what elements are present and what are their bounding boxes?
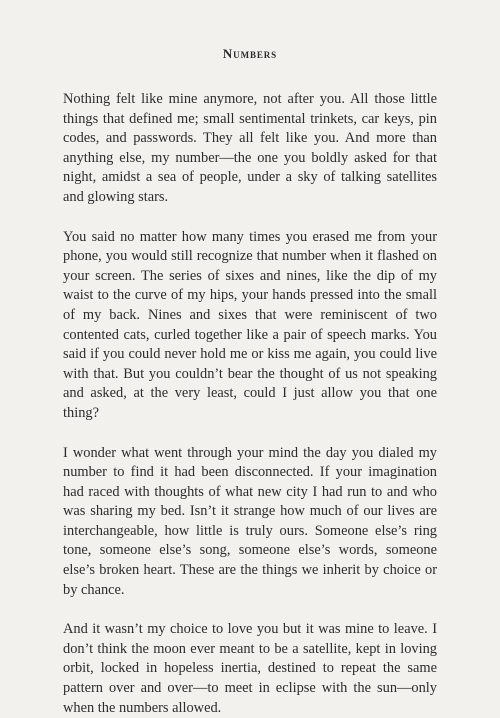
body-text (63, 90, 437, 718)
paragraph-4: And it wasn’t my choice to love you but it was mine to leave. I don’t think the moon ever meant to be a satellite, kept in loving orbit, locked in hopeless inertia, destined to repeat the same pattern over and over—to meet in eclipse with the sun—only when the numbers allowed. (63, 621, 437, 716)
paragraph-2: You said no matter how many times you erased me from your phone, you would still recognize that number when it flashed on your screen. The series of sixes and nines, like the dip of my waist to the curve of my hips, your hands pressed into the small of my back. Nines and sixes that were reminiscent of two contented cats, curled together like a pair of speech marks. You said if you could never hold me or kiss me again, you could live with that. But you couldn’t bear the thought of us not speaking and asked, at the very least, could I just allow you that one thing? (63, 228, 437, 421)
paragraph-3: I wonder what went through your mind the day you dialed my number to find it had been disconnected. If your imagination had raced with thoughts of what new city I had run to and who was sharing my bed. Isn’t it strange how much of our lives are interchangeable, how little is truly ours. Someone else’s ring tone, someone else’s song, someone else’s words, someone else’s broken heart. These are the things we inherit by choice or by chance. (63, 444, 437, 598)
page-title: Numbers (222, 46, 278, 61)
paragraph-1: Nothing felt like mine anymore, not after you. All those little things that defined me; small sentimental trinkets, car keys, pin codes, and passwords. They all felt like you. And more than anything else, my number—the one you boldly asked for that night, amidst a sea of people, under a sky of talking satellites and glowing stars. (63, 91, 437, 205)
